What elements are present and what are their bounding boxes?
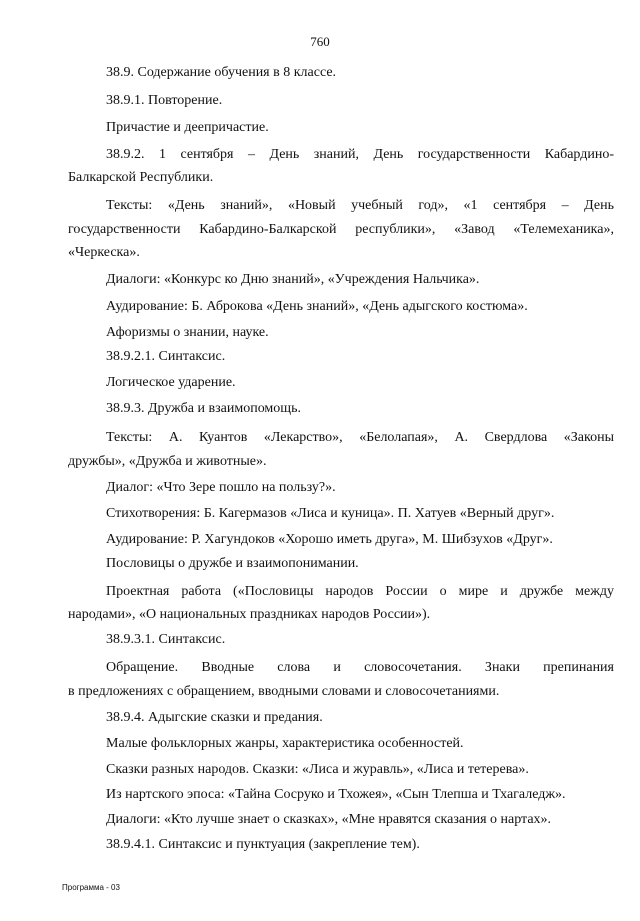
paragraph-line: Тексты: «День знаний», «Новый учебный год», «1 сентября – День [106, 198, 614, 213]
paragraph-line: народами», «О национальных праздниках народов России»). [68, 607, 431, 622]
paragraph-line: «Черкеска». [68, 245, 140, 260]
paragraph-line: в предложениях с обращением, вводными словами и словосочетаниями. [68, 684, 500, 699]
paragraph-line: Стихотворения: Б. Кагермазов «Лиса и куница». П. Хатуев «Верный друг». [106, 506, 555, 521]
footer-label: Программа - 03 [62, 883, 120, 892]
subsection-heading: 38.9.4. Адыгские сказки и предания. [106, 710, 323, 725]
paragraph-line: Причастие и деепричастие. [106, 120, 269, 135]
subsection-heading: 38.9.2.1. Синтаксис. [106, 349, 226, 364]
section-heading: 38.9. Содержание обучения в 8 классе. [106, 65, 337, 80]
paragraph-line: Аудирование: Б. Аброкова «День знаний», «День адыгского костюма». [106, 299, 528, 314]
paragraph-line: Малые фольклорных жанры, характеристика особенностей. [106, 736, 464, 751]
paragraph-line: Диалог: «Что Зере пошло на пользу?». [106, 480, 336, 495]
paragraph-line: Сказки разных народов. Сказки: «Лиса и журавль», «Лиса и тетерева». [106, 762, 529, 777]
subsection-heading: 38.9.1. Повторение. [106, 93, 223, 108]
paragraph-line: дружбы», «Дружба и животные». [68, 454, 267, 469]
paragraph-line: Тексты: А. Куантов «Лекарство», «Белолапая», А. Свердлова «Законы [106, 430, 614, 445]
subsection-heading: 38.9.3.1. Синтаксис. [106, 632, 226, 647]
paragraph-line: Пословицы о дружбе и взаимопонимании. [106, 556, 359, 571]
subsection-heading: 38.9.2. 1 сентября – День знаний, День государственности Кабардино- [106, 147, 614, 162]
paragraph-line: Афоризмы о знании, науке. [106, 325, 269, 340]
subsection-heading: 38.9.3. Дружба и взаимопомощь. [106, 401, 301, 416]
paragraph-line: Из нартского эпоса: «Тайна Сосруко и Тхожея», «Сын Тлепша и Тхагаледж». [106, 787, 566, 802]
paragraph-line: Диалоги: «Конкурс ко Дню знаний», «Учреждения Нальчика». [106, 272, 480, 287]
paragraph-line: Балкарской Республики. [68, 170, 214, 185]
page-number: 760 [310, 34, 330, 49]
paragraph-line: Диалоги: «Кто лучше знает о сказках», «Мне нравятся сказания о нартах». [106, 812, 552, 827]
paragraph-line: Аудирование: Р. Хагундоков «Хорошо иметь друга», М. Шибзухов «Друг». [106, 532, 553, 547]
paragraph-line: Логическое ударение. [106, 375, 236, 390]
paragraph-line: Обращение. Вводные слова и словосочетания. Знаки препинания [106, 660, 614, 675]
subsection-heading: 38.9.4.1. Синтаксис и пунктуация (закрепление тем). [106, 837, 420, 852]
paragraph-line: государственности Кабардино-Балкарской республики», «Завод «Телемеханика», [68, 222, 614, 237]
paragraph-line: Проектная работа («Пословицы народов России о мире и дружбе между [106, 584, 614, 599]
